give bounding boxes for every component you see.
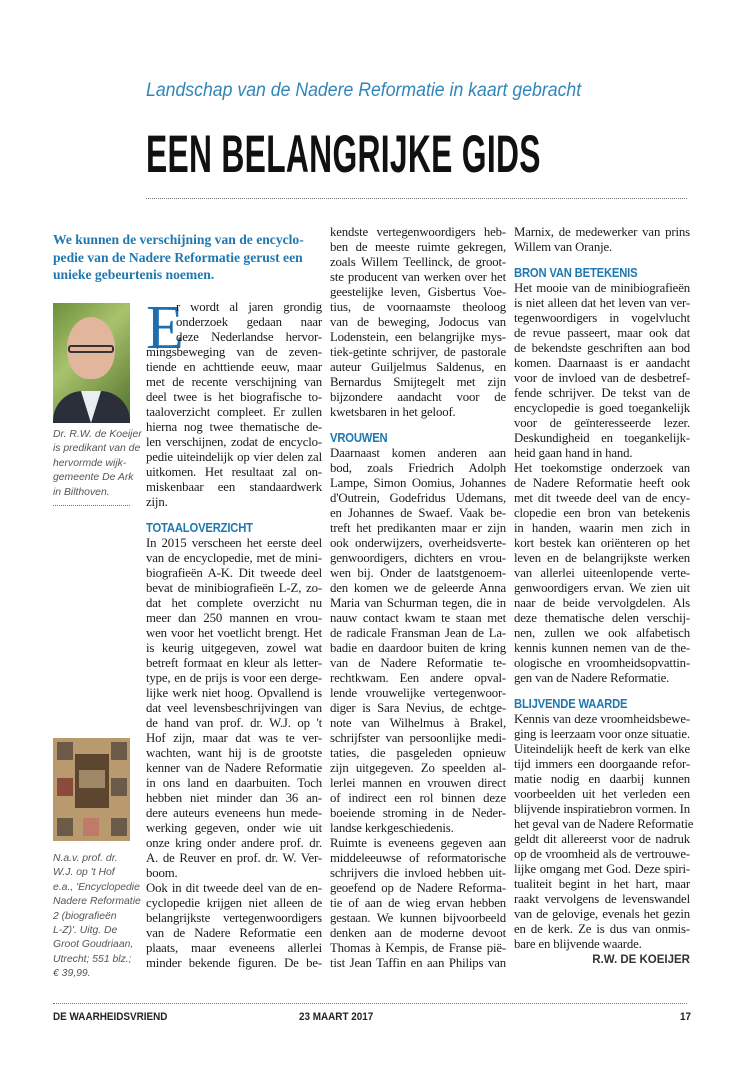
- text-line: r wordt al jaren grondig: [176, 300, 322, 314]
- text-line: tiek-getinte schrijver, de pastorale: [330, 345, 506, 359]
- caption-line: is predikant van de: [53, 443, 141, 455]
- text-line: is niet alleen dat het leven van ver-: [514, 296, 690, 310]
- text-line: genwoordigers, dichters en vrou-: [330, 551, 506, 565]
- section-heading: BLIJVENDE WAARDE: [514, 697, 628, 711]
- text-line: len verschijnen, zodat de encyclo-: [146, 435, 322, 449]
- text-line: van de beweging, Jodocus van: [330, 315, 506, 329]
- text-line: biografieën A-K. Dit tweede deel: [146, 566, 322, 580]
- text-line: Lampe, Simon Oomius, Johannes: [330, 476, 506, 490]
- text-line: auteur Guiljelmus Saldenus, en: [330, 360, 506, 374]
- text-line: deel twee is het biografische to-: [146, 390, 322, 404]
- text-line: onze kring onder andere prof. dr.: [146, 836, 322, 850]
- text-line: tie of aan de wieg ervan hebben: [330, 896, 506, 910]
- text-line: bare en blijvende waarde.: [514, 937, 642, 951]
- text-line: Thomas à Kempis, de Franse pië-: [330, 941, 506, 955]
- caption-line: L-Z)'. Uitg. De: [53, 925, 118, 937]
- text-line: heid gaan hand in hand.: [514, 446, 633, 460]
- text-line: de Nadere Reformatie heeft ook: [514, 476, 690, 490]
- text-line: Hof zijn, maar dat was te ver-: [146, 731, 322, 745]
- text-line: lerlei mannen en vrouwen direct: [330, 776, 506, 790]
- caption-line: e.a., 'Encyclopedie: [53, 881, 140, 893]
- text-line: denken aan de moderne devoot: [330, 926, 506, 940]
- text-line: voor de invloed van de desbetref-: [514, 371, 690, 385]
- section-heading: TOTAALOVERZICHT: [146, 521, 253, 535]
- section-heading: VROUWEN: [330, 431, 388, 445]
- text-line: het geval van de Nadere Reformatie: [514, 817, 694, 831]
- text-line: voorbeelden uit het verleden een: [514, 787, 690, 801]
- caption-line: € 39,99.: [53, 968, 91, 980]
- text-line: diger is Sara Nevius, de echtge-: [330, 701, 506, 715]
- text-line: mingsbeweging van de zeven-: [146, 345, 322, 359]
- footer-date: 23 MAART 2017: [299, 1011, 374, 1023]
- text-line: taaloverzicht compleet. Er zullen: [146, 405, 322, 419]
- text-line: minder bekende figuren. De be-: [146, 956, 322, 970]
- text-line: werking gegeven, onder wie uit: [146, 821, 322, 835]
- intro-line: pedie van de Nadere Reformatie gerust een: [53, 249, 303, 265]
- footer-divider: [53, 1003, 687, 1004]
- text-line: deze thematische delen verschij-: [514, 611, 690, 625]
- text-line: tualiteit begint in het hart, maar: [514, 877, 690, 891]
- text-line: de revue passeert, maar ook dat: [514, 326, 690, 340]
- caption-line: Utrecht; 551 blz.;: [53, 953, 132, 965]
- text-line: van allerlei uiteenlopende verte-: [514, 566, 690, 580]
- text-line: hebben niet minder dan 36 an-: [146, 791, 322, 805]
- text-line: op de vroomheid als de vertrouwe-: [514, 847, 690, 861]
- text-line: kennis kunnen nemen van de the-: [514, 641, 690, 655]
- text-line: geestelijke leven, Gisbertus Voe-: [330, 285, 506, 299]
- text-line: ologische en vroomheidsopvattin-: [514, 656, 690, 670]
- caption-line: Groot Goudriaan,: [53, 939, 134, 951]
- text-line: de bekendste geschriften aan bod: [514, 341, 690, 355]
- caption-line: N.a.v. prof. dr.: [53, 853, 118, 864]
- caption-divider: [53, 505, 130, 506]
- text-line: en Johannes de Swaef. Vaak be-: [330, 506, 506, 520]
- text-line: note van Wilhelmus à Brakel,: [330, 716, 506, 730]
- caption-line: Nadere Reformatie: [53, 896, 141, 908]
- text-line: geldt dit allereerst voor de nadruk: [514, 832, 690, 846]
- author-signature: R.W. DE KOEIJER: [592, 954, 690, 966]
- text-line: wen voor het voetlicht brengt. Het: [146, 626, 322, 640]
- text-line: treft het predikanten maar er zijn: [330, 521, 506, 535]
- text-line: Het toekomstige onderzoek van: [514, 461, 690, 475]
- book-cover-image: [53, 738, 130, 841]
- text-line: Ook in dit tweede deel van de en-: [146, 881, 322, 895]
- text-line: voor de geïnteresseerde lezer.: [514, 416, 690, 430]
- drop-cap: E: [146, 294, 184, 362]
- paragraph: [330, 446, 506, 836]
- text-line: d'Outrein, Godefridus Udemans,: [330, 491, 506, 505]
- text-line: gen van de Nadere Reformatie.: [514, 671, 670, 685]
- book-caption: [53, 852, 141, 982]
- text-line: van de Nadere Reformatie te-: [330, 656, 506, 670]
- text-line: dere auteurs eveneens hun mede-: [146, 806, 322, 820]
- text-line: bod, zoals Friedrich Adolph: [330, 461, 506, 475]
- article-subtitle: Landschap van de Nadere Reformatie in kaart gebracht: [146, 80, 582, 101]
- intro-lead: [53, 231, 328, 284]
- text-line: miskenbaar een standaardwerk: [146, 480, 322, 494]
- text-line: tijd immers een doorgaande refor-: [514, 757, 690, 771]
- text-line: blijvende inspiratiebron vormen. In: [514, 802, 690, 816]
- text-line: en de kerk. Ze is dus van onmis-: [514, 922, 690, 936]
- text-line: uitkomen. Het resultaat zal on-: [146, 465, 322, 479]
- text-line: schrijfster van persoonlijke medi-: [330, 731, 506, 745]
- text-line: tist Jean Taffin en aan Philips van: [330, 956, 506, 970]
- text-line: raakt vervolgens de levenswandel: [514, 892, 690, 906]
- paragraph: [146, 881, 322, 971]
- text-line: lijke omgang met God. Deze spiri-: [514, 862, 690, 876]
- text-line: Daarnaast komen anderen aan: [330, 446, 506, 460]
- text-line: den komen we de geleerde Anna: [330, 581, 506, 595]
- paragraph: [330, 836, 506, 971]
- text-line: Het mooie van de minibiografieën: [514, 281, 690, 295]
- text-line: dat veel levensbeschrijvingen van: [146, 701, 322, 715]
- text-line: Marnix, de medewerker van prins: [514, 225, 690, 239]
- text-line: is keurig uitgegeven, zowel wat: [146, 641, 322, 655]
- paragraph: [514, 281, 690, 461]
- text-line: plaats, maar eveneens allerlei: [146, 941, 322, 955]
- text-line: met dit tweede deel van de ency-: [514, 491, 690, 505]
- text-line: zijn uitgegeven. Zo speelden al-: [330, 761, 506, 775]
- paragraph: [514, 461, 690, 686]
- article-title: EEN BELANGRIJKE GIDS: [146, 125, 541, 184]
- paragraph: [514, 712, 694, 952]
- caption-line: Dr. R.W. de Koeijer: [53, 429, 142, 440]
- text-line: boeiende stroming in de Neder-: [330, 806, 506, 820]
- text-line: badie en daardoor buiten de kring: [330, 641, 506, 655]
- text-line: Ruimte is eveneens gegeven aan: [330, 836, 506, 850]
- text-line: landse kerkgeschiedenis.: [330, 821, 454, 835]
- text-line: bijzondere aandacht voor de: [330, 390, 506, 404]
- text-line: genwoordigers ervan. We zien uit: [514, 581, 690, 595]
- author-photo: [53, 303, 130, 423]
- text-line: kort bestek kan oriënteren op het: [514, 536, 690, 550]
- text-line: Uiteindelijk heeft de kerk van elke: [514, 742, 690, 756]
- caption-line: hervormde wijk-: [53, 457, 127, 469]
- text-line: taties, die pasgeleden opnieuw: [330, 746, 506, 760]
- text-line: Bernardus Smijtegelt met zijn: [330, 375, 506, 389]
- text-column-1: [146, 294, 322, 971]
- paragraph: [146, 294, 322, 510]
- paragraph: [146, 536, 322, 881]
- text-line: pedie uiteindelijk op vier delen zal: [146, 450, 322, 464]
- footer-publication: DE WAARHEIDSVRIEND: [53, 1011, 168, 1023]
- text-line: onderzoek gedaan naar: [176, 315, 322, 329]
- text-line: Willem van Oranje.: [514, 240, 613, 254]
- text-line: belangrijkste vertegenwoordigers: [146, 911, 322, 925]
- text-line: van de encyclopedie, met de mini-: [146, 551, 322, 565]
- intro-line: unieke gebeurtenis noemen.: [53, 267, 215, 282]
- text-line: met de recente verschijning van: [146, 375, 322, 389]
- text-line: wachten, want hij is de grootste: [146, 746, 322, 760]
- text-line: gestaan. We kunnen bijvoorbeeld: [330, 911, 506, 925]
- text-line: kendste vertegenwoordigers heb-: [330, 225, 506, 239]
- text-line: Deskundigheid en toegankelijk-: [514, 431, 690, 445]
- text-line: betreft formaat en kleur als letter-: [146, 656, 322, 670]
- text-line: lijke werk niet hoog. Opvallend is: [146, 686, 322, 700]
- text-line: middeleeuwse of reformatorische: [330, 851, 506, 865]
- text-line: boom.: [146, 866, 178, 880]
- text-line: clopedie een bron van betekenis: [514, 506, 690, 520]
- text-line: nen, zullen we ook alfabetisch: [514, 626, 690, 640]
- text-line: dat het complete overzicht nu: [146, 596, 322, 610]
- text-line: type, en de prijs is voor een derge-: [146, 671, 322, 685]
- text-line: Lodenstein, een belangrijke mys-: [330, 330, 506, 344]
- text-line: hierna nog twee thematische de-: [146, 420, 322, 434]
- text-line: of indirect een rol binnen deze: [330, 791, 506, 805]
- text-line: in handen, waarin men zich in: [514, 521, 690, 535]
- text-column-3: [514, 225, 694, 968]
- text-line: lende vrouwelijke vertegenwoor-: [330, 686, 506, 700]
- text-line: matie nodig en daarbij kunnen: [514, 772, 690, 786]
- text-line: In 2015 verscheen het eerste deel: [146, 536, 322, 550]
- section-heading: BRON VAN BETEKENIS: [514, 266, 638, 280]
- title-divider: [146, 198, 687, 199]
- caption-line: in Bilthoven.: [53, 486, 110, 498]
- text-line: kwetsbaren in het geloof.: [330, 405, 456, 419]
- text-line: Kennis van deze vroomheidsbewe-: [514, 712, 690, 726]
- text-column-2: [330, 225, 506, 971]
- text-line: schrijvers die invloed hebben uit-: [330, 866, 506, 880]
- text-line: encyclopedie is goed toegankelijk: [514, 401, 690, 415]
- text-line: geoefend op de Nadere Reforma-: [330, 881, 506, 895]
- text-line: A. de Reuver en prof. dr. W. Ver-: [146, 851, 322, 865]
- paragraph: [330, 225, 506, 420]
- caption-line: 2 (biografieën: [53, 910, 117, 922]
- text-line: leven en de belangrijkste werken: [514, 551, 690, 565]
- text-line: zoals Willem Teellinck, de groot-: [330, 255, 506, 269]
- text-line: de hand van prof. dr. W.J. op 't: [146, 716, 322, 730]
- text-line: van de gelovige, evenals het gezin: [514, 907, 690, 921]
- text-line: in ons land en daarbuiten. Toch: [146, 776, 322, 790]
- text-line: ste producent van werken over het: [330, 270, 506, 284]
- text-line: de radicale Fransman Jean de La-: [330, 626, 506, 640]
- text-line: tius, de voornaamste theoloog: [330, 300, 506, 314]
- text-line: cyclopedie krijgen niet alleen de: [146, 896, 322, 910]
- text-line: rechtkwam. Een andere opval-: [330, 671, 506, 685]
- text-line: komen. Daarnaast is er aandacht: [514, 356, 690, 370]
- footer-page-number: 17: [680, 1011, 692, 1023]
- text-line: deze Nederlandse hervor-: [176, 330, 322, 344]
- text-line: wen bij. Onder de laatstgenoem-: [330, 566, 506, 580]
- text-line: ging is leerzaam voor onze situatie.: [514, 727, 690, 741]
- text-line: nauw contact kwam te staan met: [330, 611, 506, 625]
- text-line: naar de beide vervolgdelen. Als: [514, 596, 690, 610]
- text-line: zijn.: [146, 495, 168, 509]
- caption-line: W.J. op 't Hof: [53, 867, 115, 879]
- intro-line: We kunnen de verschijning van de encyclo-: [53, 232, 304, 247]
- text-line: ook onderwijzers, overheidsverte-: [330, 536, 506, 550]
- text-line: van de Nadere Reformatie een: [146, 926, 322, 940]
- text-line: kenner van de Nadere Reformatie: [146, 761, 322, 775]
- text-line: tiende en achttiende eeuw, maar: [146, 360, 322, 374]
- text-line: Maria van Schurman tegen, die in: [330, 596, 506, 610]
- text-line: ben de meeste ruimte gekregen,: [330, 240, 506, 254]
- text-line: tegenwoordigers in vogelvlucht: [514, 311, 690, 325]
- caption-line: gemeente De Ark: [53, 472, 134, 484]
- paragraph: [514, 225, 690, 255]
- author-caption: [53, 428, 142, 500]
- text-line: fende schrijver. De tekst van de: [514, 386, 690, 400]
- text-line: bevat de minibiografieën L-Z, zo-: [146, 581, 322, 595]
- text-line: meer dan 250 mannen en vrou-: [146, 611, 322, 625]
